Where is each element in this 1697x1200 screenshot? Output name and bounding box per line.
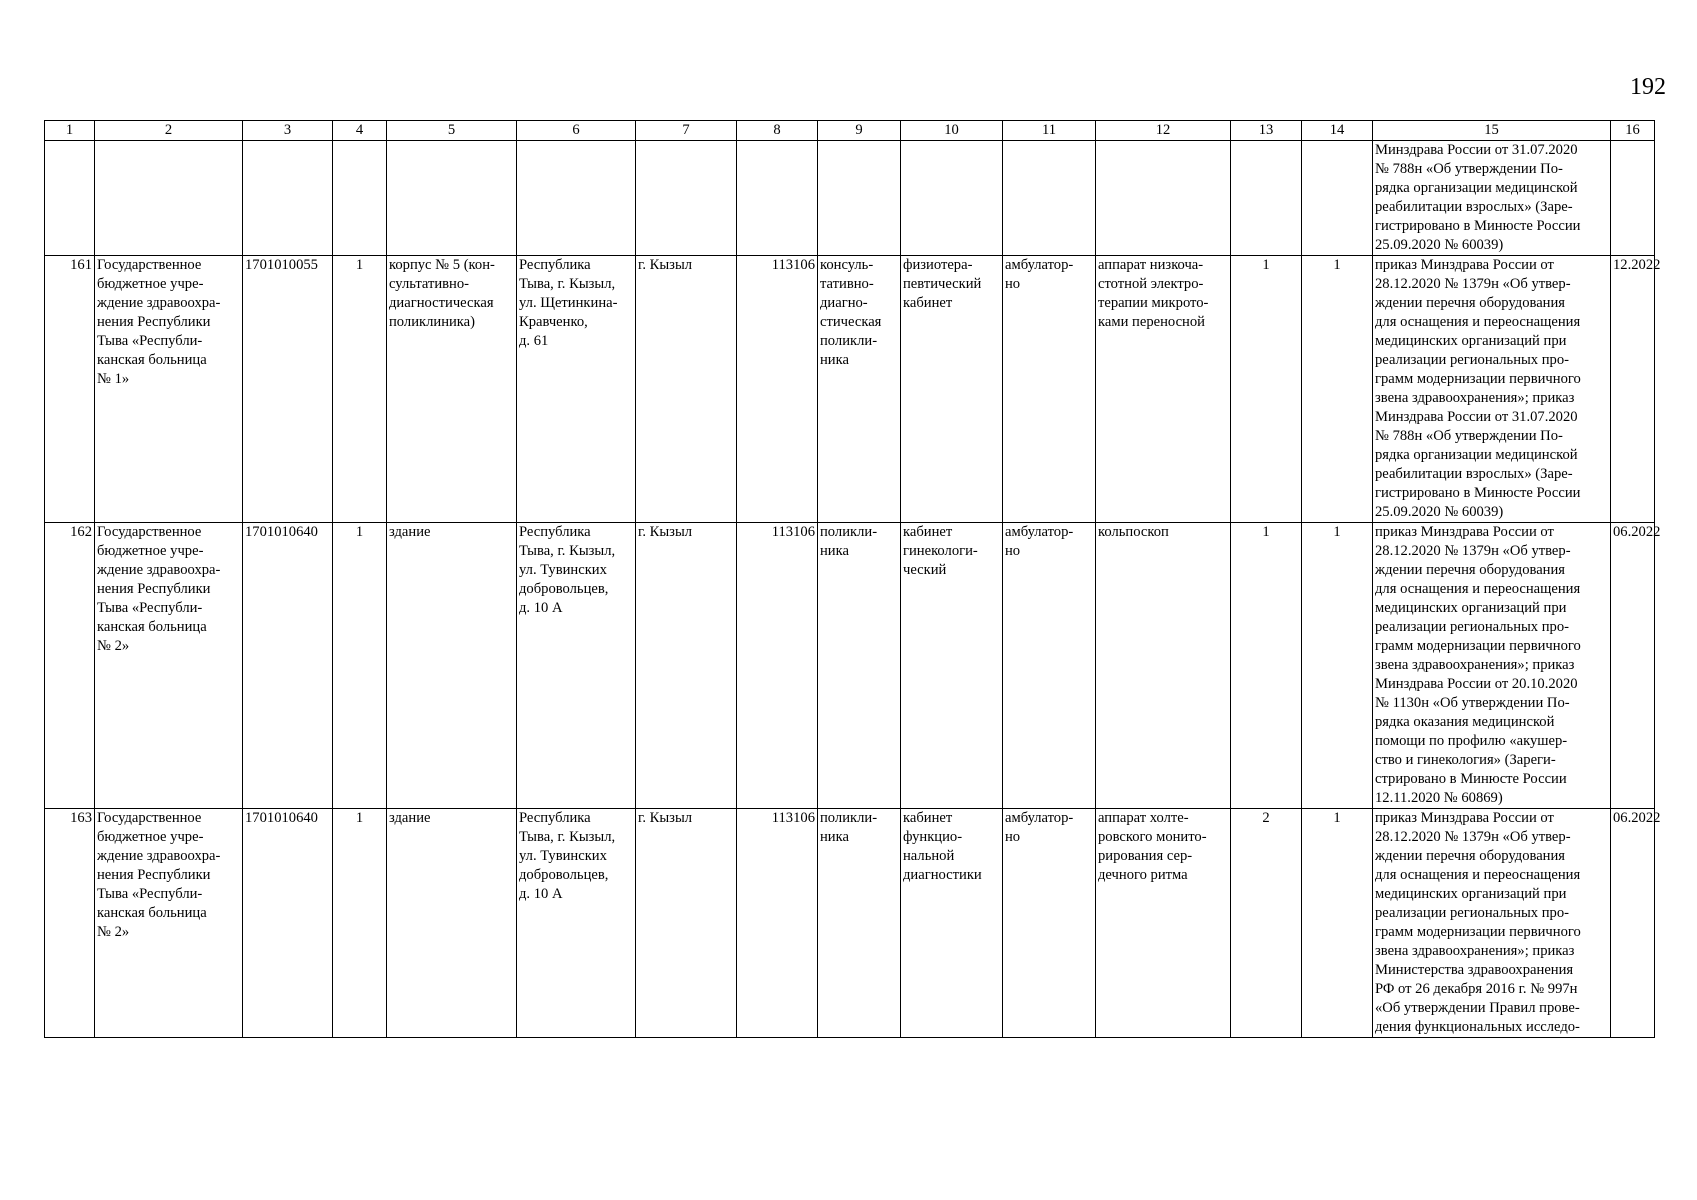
address-cell: Республика Тыва, г. Кызыл, ул. Тувинских добровольцев, д. 10 А [517, 809, 636, 1038]
col4-cell: 1 [333, 256, 387, 523]
column-header: 6 [517, 121, 636, 141]
column-header: 10 [901, 121, 1003, 141]
care-conditions-cell: амбулатор- но [1003, 809, 1096, 1038]
legal-basis-cell: приказ Минздрава России от 28.12.2020 № 1379н «Об утвер- ждении перечня оборудования для оснащения и переоснащения медицинских организаций при реализации региональных про- грамм модернизации первичного звена здравоохранения»; приказ Министерства здравоохранения РФ от 26 декабря 2016 г. № 997н «Об утверждении Правил прове- дения функциональных исследо- [1373, 809, 1611, 1038]
col14-cell: 1 [1302, 809, 1373, 1038]
table-row-162 [45, 523, 1655, 809]
equipment-cell [1096, 141, 1231, 256]
row-number-cell: 162 [45, 523, 95, 809]
column-header: 12 [1096, 121, 1231, 141]
locality-cell: г. Кызыл [636, 256, 737, 523]
department-cell [901, 141, 1003, 256]
column-header: 14 [1302, 121, 1373, 141]
organization-cell: Государственное бюджетное учре- ждение здравоохра- нения Республики Тыва «Республи- канская больница № 1» [95, 256, 243, 523]
row-number-cell [45, 141, 95, 256]
department-cell: кабинет функцио- нальной диагностики [901, 809, 1003, 1038]
code-cell [243, 141, 333, 256]
column-header: 4 [333, 121, 387, 141]
date-cell: 06.2022 [1611, 809, 1655, 1038]
col4-cell: 1 [333, 809, 387, 1038]
building-cell: здание [387, 523, 517, 809]
table-row-continuation [45, 141, 1655, 256]
address-cell: Республика Тыва, г. Кызыл, ул. Щетинкина- Кравченко, д. 61 [517, 256, 636, 523]
unit-type-cell: поликли- ника [818, 523, 901, 809]
unit-type-cell: консуль- тативно- диагно- стическая поликли- ника [818, 256, 901, 523]
column-header: 5 [387, 121, 517, 141]
equipment-register-table [44, 120, 1661, 1038]
col4-cell: 1 [333, 523, 387, 809]
legal-basis-cell: Минздрава России от 31.07.2020 № 788н «Об утверждении По- рядка организации медицинской реабилитации взрослых» (Заре- гистрировано в Минюсте России 25.09.2020 № 60039) [1373, 141, 1611, 256]
column-header: 13 [1231, 121, 1302, 141]
unit-type-cell: поликли- ника [818, 809, 901, 1038]
date-cell [1611, 141, 1655, 256]
row-number-cell: 163 [45, 809, 95, 1038]
care-conditions-cell: амбулатор- но [1003, 523, 1096, 809]
quantity-cell: 1 [1231, 523, 1302, 809]
building-cell: корпус № 5 (кон- сультативно- диагностическая поликлиника) [387, 256, 517, 523]
organization-cell: Государственное бюджетное учре- ждение здравоохра- нения Республики Тыва «Республи- канская больница № 2» [95, 809, 243, 1038]
locality-cell [636, 141, 737, 256]
locality-cell: г. Кызыл [636, 523, 737, 809]
organization-cell: Государственное бюджетное учре- ждение здравоохра- нения Республики Тыва «Республи- канская больница № 2» [95, 523, 243, 809]
unit-type-cell [818, 141, 901, 256]
column-header: 15 [1373, 121, 1611, 141]
department-cell: физиотера- певтический кабинет [901, 256, 1003, 523]
column-header: 7 [636, 121, 737, 141]
building-cell [387, 141, 517, 256]
col14-cell [1302, 141, 1373, 256]
legal-basis-cell: приказ Минздрава России от 28.12.2020 № 1379н «Об утвер- ждении перечня оборудования для оснащения и переоснащения медицинских организаций при реализации региональных про- грамм модернизации первичного звена здравоохранения»; приказ Минздрава России от 31.07.2020 № 788н «Об утверждении По- рядка организации медицинской реабилитации взрослых» (Заре- гистрировано в Минюсте России 25.09.2020 № 60039) [1373, 256, 1611, 523]
department-cell: кабинет гинекологи- ческий [901, 523, 1003, 809]
code-8-cell: 113106 [737, 809, 818, 1038]
column-header: 2 [95, 121, 243, 141]
column-header: 1 [45, 121, 95, 141]
col14-cell: 1 [1302, 523, 1373, 809]
column-number-header-row [45, 121, 1655, 141]
equipment-cell: аппарат холте- ровского монито- рирования сер- дечного ритма [1096, 809, 1231, 1038]
code-cell: 1701010055 [243, 256, 333, 523]
quantity-cell [1231, 141, 1302, 256]
page-number: 192 [1630, 74, 1666, 100]
care-conditions-cell: амбулатор- но [1003, 256, 1096, 523]
date-cell: 12.2022 [1611, 256, 1655, 523]
address-cell [517, 141, 636, 256]
quantity-cell: 1 [1231, 256, 1302, 523]
table-row-163 [45, 809, 1655, 1038]
quantity-cell: 2 [1231, 809, 1302, 1038]
care-conditions-cell [1003, 141, 1096, 256]
col14-cell: 1 [1302, 256, 1373, 523]
column-header: 8 [737, 121, 818, 141]
code-8-cell: 113106 [737, 256, 818, 523]
date-cell: 06.2022 [1611, 523, 1655, 809]
legal-basis-cell: приказ Минздрава России от 28.12.2020 № 1379н «Об утвер- ждении перечня оборудования для оснащения и переоснащения медицинских организаций при реализации региональных про- грамм модернизации первичного звена здравоохранения»; приказ Минздрава России от 20.10.2020 № 1130н «Об утверждении По- рядка оказания медицинской помощи по профилю «акушер- ство и гинекология» (Зареги- стрировано в Минюсте России 12.11.2020 № 60869) [1373, 523, 1611, 809]
column-header: 16 [1611, 121, 1655, 141]
address-cell: Республика Тыва, г. Кызыл, ул. Тувинских добровольцев, д. 10 А [517, 523, 636, 809]
code-8-cell [737, 141, 818, 256]
column-header: 9 [818, 121, 901, 141]
equipment-cell: аппарат низкоча- стотной электро- терапии микрото- ками переносной [1096, 256, 1231, 523]
code-8-cell: 113106 [737, 523, 818, 809]
building-cell: здание [387, 809, 517, 1038]
column-header: 11 [1003, 121, 1096, 141]
table-row-161 [45, 256, 1655, 523]
row-number-cell: 161 [45, 256, 95, 523]
code-cell: 1701010640 [243, 523, 333, 809]
equipment-cell: кольпоскоп [1096, 523, 1231, 809]
column-header: 3 [243, 121, 333, 141]
col4-cell [333, 141, 387, 256]
locality-cell: г. Кызыл [636, 809, 737, 1038]
code-cell: 1701010640 [243, 809, 333, 1038]
organization-cell [95, 141, 243, 256]
